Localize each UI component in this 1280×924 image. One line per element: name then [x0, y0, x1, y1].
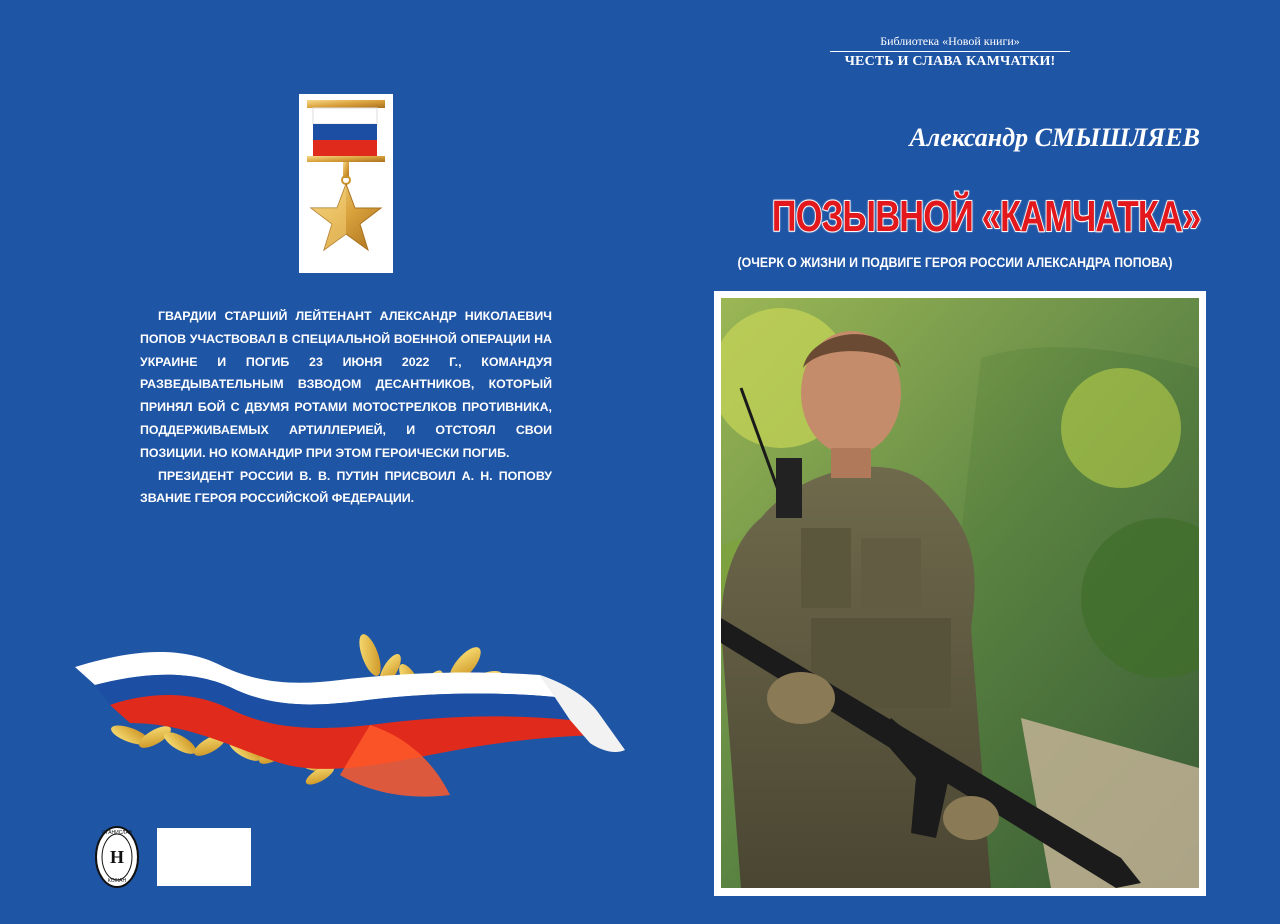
- russian-flag-ribbon-icon: [70, 625, 630, 820]
- publisher-logo-text-bottom: КОЖАН: [107, 878, 127, 884]
- publisher-logo-text: [94, 830, 140, 884]
- series-name: ЧЕСТЬ И СЛАВА КАМЧАТКИ!: [844, 54, 1056, 69]
- svg-text:Н: Н: [109, 847, 125, 867]
- back-paragraph-2: ПРЕЗИДЕНТ РОССИИ В. В. ПУТИН ПРИСВОИЛ А. Н. ПОПОВУ ЗВАНИЕ ГЕРОЯ РОССИЙСКОЙ ФЕДЕРАЦИИ.: [140, 468, 552, 506]
- soldier-photo: [721, 298, 1199, 888]
- barcode-area: [157, 828, 251, 886]
- author-name: Александр СМЫШЛЯЕВ: [909, 123, 1200, 152]
- series-library: Библиотека «Новой книги»: [830, 34, 1070, 52]
- book-subtitle: (ОЧЕРК О ЖИЗНИ И ПОДВИГЕ ГЕРОЯ РОССИИ АЛЕКСАНДРА ПОПОВА): [737, 254, 1173, 270]
- book-title: ПОЗЫВНОЙ «КАМЧАТКА»: [771, 192, 1201, 241]
- back-cover-description: [140, 305, 552, 510]
- publisher-logo-text-top: СТАНИСЛАВ: [101, 830, 133, 836]
- cover-photo-frame: [714, 291, 1206, 896]
- back-paragraph-1: ГВАРДИИ СТАРШИЙ ЛЕЙТЕНАНТ АЛЕКСАНДР НИКОЛАЕВИЧ ПОПОВ УЧАСТВОВАЛ В СПЕЦИАЛЬНОЙ ВОЕННОЙ ОПЕРАЦИИ НА УКРАИНЕ И ПОГИБ 23 ИЮНЯ 2022 Г., КОМАНДУЯ РАЗВЕДЫВАТЕЛЬНЫМ ВЗВОДОМ ДЕСАНТНИКОВ, КОТОРЫЙ ПРИНЯЛ БОЙ С ДВУМЯ РОТАМИ МОТОСТРЕЛКОВ ПРОТИВНИКА, ПОДДЕРЖИВАЕМЫХ АРТИЛЛЕРИЕЙ, И ОТСТОЯЛ СВОИ ПОЗИЦИИ. НО КОМАНДИР ПРИ ЭТОМ ГЕРОИЧЕСКИ ПОГИБ.: [140, 309, 552, 460]
- hero-star-medal-icon: [299, 94, 393, 273]
- series-header: [830, 34, 1070, 72]
